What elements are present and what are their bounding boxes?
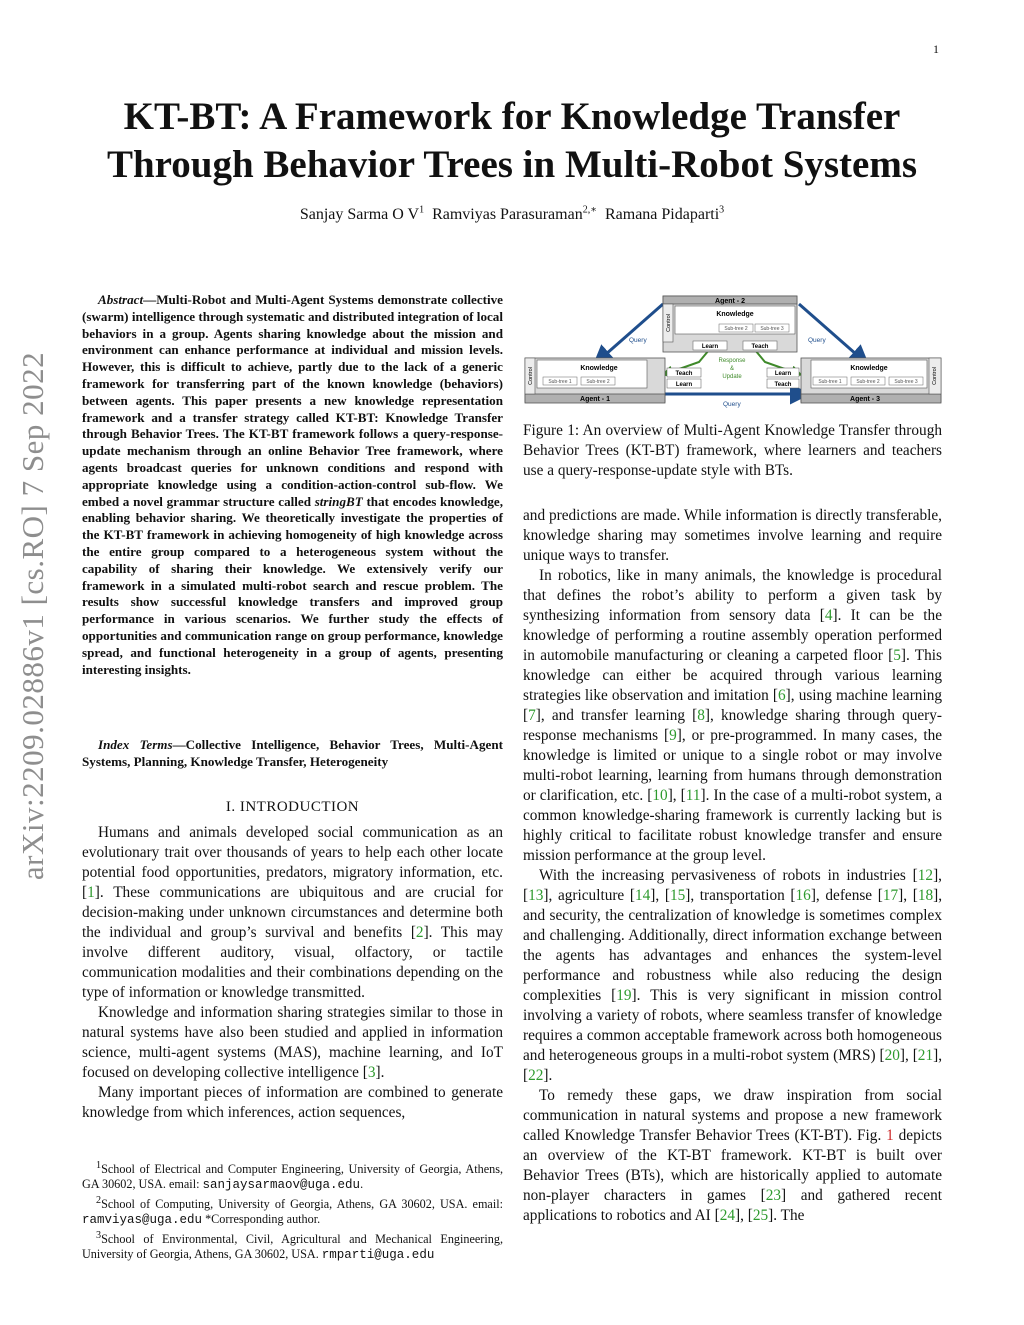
teach-label: Teach <box>751 344 769 350</box>
text-run: ]. This is very significant in mission control involving a variety of robots, where seamless transfer of knowledge requires a common acceptable framework across both homogeneous and heterogeneous groups in a multi-robot system (MRS) [ <box>523 987 943 1064</box>
citation-link[interactable]: 25 <box>752 1207 769 1224</box>
footnote-text: . <box>360 1177 364 1192</box>
text-run: ], [ <box>523 867 942 904</box>
query-label: Query <box>629 337 647 344</box>
citation-link[interactable]: 11 <box>685 787 701 804</box>
figure-caption-label: Figure 1: <box>523 422 580 439</box>
text-run: ]. <box>543 1067 553 1084</box>
teach-label: Teach <box>675 371 693 377</box>
author-name: Ramana Pidaparti <box>604 206 720 223</box>
footnote-mark: 1 <box>96 1160 102 1171</box>
author-name: Sanjay Sarma O V <box>299 206 420 223</box>
introduction-right-column <box>523 506 942 1226</box>
text-run: ]. <box>375 1064 385 1081</box>
text-run: ], and security, the centralization of knowledge is sometimes complex and challenging. Additionally, direct information exchange between the agents has advantages and enhances the system-level performance and robustness while also reducing the design complexities [ <box>523 887 943 1004</box>
text-run: ] and gathered recent applications to robotics and AI [ <box>523 1187 942 1224</box>
text-run: ], [ <box>667 787 686 804</box>
knowledge-label: Knowledge <box>716 311 754 318</box>
control-label: Control <box>666 314 672 332</box>
affiliation-footnotes <box>82 1158 503 1263</box>
abstract-label: Abstract <box>98 292 144 307</box>
footnote-mark: 2 <box>96 1195 102 1207</box>
citation-link[interactable]: 17 <box>882 887 899 904</box>
abstract-text-part-2: that encodes knowledge, enabling behavior sharing. We theoretically investigate the properties of the KT-BT framework in achieving homogeneity of high knowledge across the entire group compared to a heterogeneous system without the capability of sharing their knowledge. We extensively verify our framework in a simulated multi-robot search and rescue problem. The results show successful knowledge transfers and improved group performance in various scenarios. We further study the effects of opportunities and communication range on group performance, knowledge spread, and functional heterogeneity in a group of agents, presenting interesting insights. <box>82 493 503 677</box>
title-line-1: KT-BT: A Framework for Knowledge Transfer <box>123 95 901 138</box>
citation-link[interactable]: 12 <box>917 867 934 884</box>
text-run: and predictions are made. While information is directly transferable, knowledge sharing may sometimes involve learning and require unique ways to transfer. <box>523 507 942 564</box>
subtree-label: Sub-tree 2 <box>724 326 748 332</box>
text-run: ]. These communications are ubiquitous and are crucial for decision-making under unknown circumstances and determine both the individual and group’s survival and benefits [ <box>82 884 503 941</box>
author-list <box>60 206 964 224</box>
citation-link[interactable]: 22 <box>528 1067 544 1084</box>
response-label: Response <box>718 358 746 364</box>
paragraph <box>82 1003 503 1083</box>
citation-link[interactable]: 23 <box>765 1187 781 1204</box>
index-terms-label: Index Terms <box>98 737 173 752</box>
text-run: ]. This may involve different auditory, visual, olfactory, or tactile communication modalities and their combinations depending on the type of information or knowledge transmitted. <box>82 924 503 1001</box>
index-terms-text: —Collective Intelligence, Behavior Trees, Multi-Agent Systems, Planning, Knowledge Transfer, Heterogeneity <box>82 737 503 769</box>
citation-link[interactable]: 19 <box>616 987 632 1004</box>
citation-link[interactable]: 10 <box>652 787 668 804</box>
text-run: ]. The <box>768 1207 805 1224</box>
subtree-label: Sub-tree 2 <box>856 379 880 385</box>
text-run: ], [ <box>898 887 918 904</box>
paragraph <box>82 1083 503 1123</box>
agent-label: Agent - 3 <box>850 396 880 403</box>
figure-caption <box>523 421 942 481</box>
response-label: & <box>729 366 735 372</box>
citation-link[interactable]: 8 <box>697 707 705 724</box>
query-label: Query <box>723 401 741 408</box>
control-label: Control <box>528 367 534 385</box>
subtree-label: Sub-tree 2 <box>586 379 610 385</box>
arxiv-identifier-stamp <box>12 326 54 906</box>
agent-label: Agent - 2 <box>715 298 745 305</box>
text-run: ]. This knowledge can either be acquired through various learning strategies like observation and imitation [ <box>523 647 943 704</box>
paragraph <box>523 1086 942 1226</box>
learn-label: Learn <box>675 382 693 388</box>
citation-link[interactable]: 3 <box>367 1064 376 1081</box>
paragraph <box>523 866 942 1086</box>
footnote-text: School of Environmental, Civil, Agricultural and Mechanical Engineering, University of Georgia, Athens, GA 30602, USA. <box>82 1232 503 1262</box>
citation-link[interactable]: 1 <box>87 884 95 901</box>
paragraph <box>523 566 942 866</box>
teach-label: Teach <box>774 382 792 388</box>
paragraph <box>82 823 503 1003</box>
text-run: ], [ <box>899 1047 918 1064</box>
citation-link[interactable]: 6 <box>778 687 786 704</box>
footnote-text: *Corresponding author. <box>202 1212 321 1227</box>
text-run: Knowledge and information sharing strategies similar to those in natural systems have also been studied and applied in information science, multi-agent systems (MAS), machine learning, and IoT focused on developing collective intelligence [ <box>82 1004 503 1081</box>
text-run: In robotics, like in many animals, the knowledge is procedural that defines the robot’s ability to perform a given task by synthesizing information from sensory data [ <box>523 567 942 624</box>
text-run: ]. It can be the knowledge of performing a routine assembly operation performed in automobile manufacturing or cleaning a carpeted floor [ <box>523 607 942 664</box>
paragraph <box>523 506 942 566</box>
email-address[interactable]: ramviyas@uga.edu <box>82 1213 203 1228</box>
text-run: Many important pieces of information are combined to generate knowledge from which inferences, action sequences, <box>82 1084 503 1121</box>
text-run: depicts an overview of the KT-BT framework. KT-BT is built over Behavior Trees (BTs), which are historically applied to automate non-player characters in games [ <box>523 1127 942 1204</box>
author-affiliation-mark: 3 <box>719 204 725 216</box>
learn-label: Learn <box>701 344 719 350</box>
footnote <box>82 1193 503 1228</box>
introduction-left-column <box>82 823 503 1123</box>
citation-link[interactable]: 9 <box>669 727 677 744</box>
arxiv-identifier-text: arXiv:2209.02886v1 [cs.RO] 7 Sep 2022 <box>15 351 51 881</box>
figure-reference-link[interactable]: 1 <box>886 1127 894 1144</box>
citation-link[interactable]: 4 <box>824 607 833 624</box>
abstract-italic-term: stringBT <box>314 493 363 509</box>
paper-title <box>60 93 964 189</box>
text-run: ], [ <box>523 1047 943 1084</box>
text-run: To remedy these gaps, we draw inspiration from social communication in natural systems and propose a new framework called Knowledge Transfer Behavior Trees (KT-BT). Fig. <box>523 1087 942 1144</box>
text-run: ], using machine learning [ <box>523 687 942 724</box>
subtree-label: Sub-tree 3 <box>894 379 918 385</box>
text-run: ], [ <box>735 1207 753 1224</box>
agent-1-block <box>525 358 701 403</box>
agent-2-block <box>663 296 797 352</box>
citation-link[interactable]: 2 <box>415 924 424 941</box>
citation-link[interactable]: 5 <box>893 647 901 664</box>
section-heading-introduction: I. INTRODUCTION <box>225 799 360 815</box>
kt-bt-overview-figure <box>523 294 943 412</box>
text-run: Humans and animals developed social communication as an evolutionary trait over thousands of years to help each other locate potential food opportunities, predators, migratory information, etc. [ <box>82 824 503 901</box>
citation-link[interactable]: 24 <box>719 1207 735 1224</box>
page-number: 1 <box>933 42 939 56</box>
citation-link[interactable]: 18 <box>917 887 934 904</box>
email-address[interactable]: sanjaysarmaov@uga.edu <box>202 1178 361 1193</box>
title-line-2: Through Behavior Trees in Multi-Robot Systems <box>106 143 918 186</box>
knowledge-label: Knowledge <box>850 365 888 372</box>
author-affiliation-mark: 1 <box>419 204 425 216</box>
text-run: ], knowledge sharing through query-response mechanisms [ <box>523 707 942 744</box>
text-run: ], or pre-programmed. In many cases, the knowledge is limited or unique to a single robot or may involve multi-robot learning, learning from humans through demonstration or clarification, etc. [ <box>523 727 943 804</box>
query-arrow-agent2-to-agent1 <box>597 304 663 362</box>
index-terms <box>82 737 503 771</box>
citation-link[interactable]: 15 <box>669 887 686 904</box>
query-label: Query <box>808 337 826 344</box>
author-affiliation-mark: 2,∗ <box>582 204 597 216</box>
subtree-label: Sub-tree 1 <box>818 379 842 385</box>
knowledge-label: Knowledge <box>580 365 618 372</box>
abstract <box>82 292 503 678</box>
text-run: ], agriculture [ <box>543 887 635 904</box>
subtree-label: Sub-tree 1 <box>548 379 572 385</box>
text-run: With the increasing pervasiveness of robots in industries [ <box>539 867 918 884</box>
text-run: ], [ <box>650 887 670 904</box>
citation-link[interactable]: 21 <box>917 1047 934 1064</box>
text-run: ], and transfer learning [ <box>535 707 698 724</box>
citation-link[interactable]: 16 <box>795 887 811 904</box>
citation-link[interactable]: 13 <box>528 887 544 904</box>
text-run: ], defense [ <box>810 887 883 904</box>
footnote-text: School of Electrical and Computer Engineering, University of Georgia, Athens, GA 30602, USA. email: <box>82 1162 503 1192</box>
citation-link[interactable]: 20 <box>884 1047 900 1064</box>
footnote-text: School of Computing, University of Georgia, Athens, GA 30602, USA. email: <box>101 1197 503 1212</box>
subtree-label: Sub-tree 3 <box>760 326 784 332</box>
citation-link[interactable]: 14 <box>634 887 651 904</box>
text-run: ]. In the case of a multi-robot system, a common knowledge-sharing framework is currently lacking but is highly critical to facilitate robust knowledge transfer and ensure mission performance at the group level. <box>523 787 942 864</box>
learn-label: Learn <box>774 371 792 377</box>
footnote <box>82 1158 503 1193</box>
footnote <box>82 1228 503 1263</box>
figure-caption-text: An overview of Multi-Agent Knowledge Transfer through Behavior Trees (KT-BT) framework, where learners and teachers use a query-response-update style with BTs. <box>523 422 942 479</box>
agent-3-block <box>767 358 941 403</box>
citation-link[interactable]: 7 <box>528 707 536 724</box>
agent-label: Agent - 1 <box>580 396 610 403</box>
email-address[interactable]: rmparti@uga.edu <box>321 1248 435 1263</box>
text-run: ], transportation [ <box>685 887 796 904</box>
abstract-text-part-1: —Multi-Robot and Multi-Agent Systems demonstrate collective (swarm) intelligence through systematic and distributed integration of local behaviors in a group. Agents sharing knowledge about the mission and environment can enhance performance at individual and mission levels. However, this is difficult to achieve, partly due to the lack of a generic framework for transferring part of the known knowledge (behaviors) between agents. This paper presents a new knowledge representation framework and a transfer strategy called KT-BT: Knowledge Transfer through Behavior Trees. The KT-BT framework follows a query-response-update mechanism through an online Behavior Tree framework, where agents broadcast queries for unknown conditions and respond with appropriate knowledge using a condition-action-control sub-flow. We embed a novel grammar structure called <box>82 292 503 509</box>
query-arrow-agent2-to-agent3 <box>799 304 865 362</box>
footnote-mark: 3 <box>96 1230 102 1242</box>
author-name: Ramviyas Parasuraman <box>432 206 583 223</box>
control-label: Control <box>932 367 938 385</box>
response-label: Update <box>722 374 742 380</box>
